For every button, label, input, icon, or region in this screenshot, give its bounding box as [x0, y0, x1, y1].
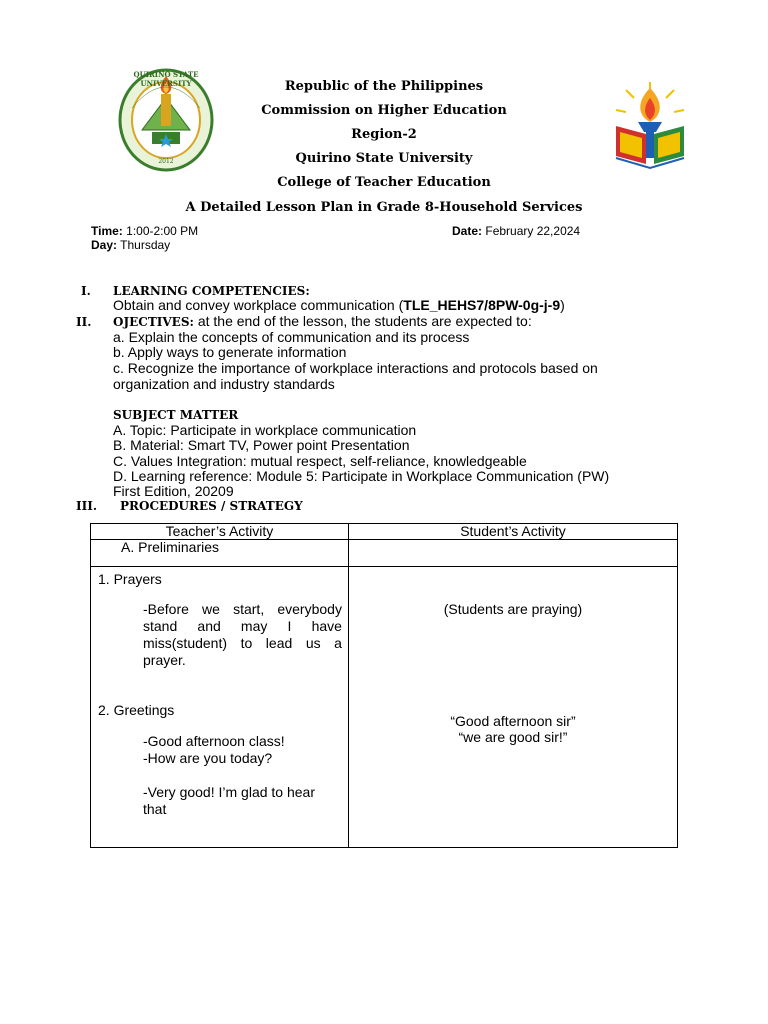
objective-a: a. Explain the concepts of communication and its process [113, 329, 470, 345]
subject-edition: First Edition, 20209 [113, 483, 234, 499]
subject-reference: D. Learning reference: Module 5: Participate in Workplace Communication (PW) [113, 468, 610, 484]
preliminaries-student-cell [348, 540, 677, 567]
section-2-heading [113, 313, 532, 329]
section-2-intro: at the end of the lesson, the students are expected to: [193, 313, 532, 329]
header-line-lesson-plan-title: A Detailed Lesson Plan in Grade 8-Household Services [185, 200, 583, 215]
competency-close: ) [560, 297, 565, 313]
objective-c: c. Recognize the importance of workplace interactions and protocols based on [113, 360, 598, 376]
header-line-commission: Commission on Higher Education [261, 103, 507, 118]
prayers-teacher-text: -Before we start, everybody stand and may I have miss(student) to lead us a prayer. [143, 601, 342, 668]
section-3-number: III. [76, 499, 98, 513]
date-row [452, 224, 580, 238]
procedures-table [90, 523, 678, 848]
header-line-university: Quirino State University [295, 151, 473, 166]
objective-c-cont: organization and industry standards [113, 376, 335, 392]
teacher-activity-header: Teacher’s Activity [91, 524, 349, 540]
section-2-number: II. [76, 315, 92, 329]
time-value: 1:00-2:00 PM [126, 224, 199, 238]
student-activity-header: Student’s Activity [348, 524, 677, 540]
date-value: February 22,2024 [485, 224, 581, 238]
greeting-teacher-1: -Good afternoon class! [143, 733, 285, 749]
section-2-title: OJECTIVES: [113, 315, 194, 329]
header-line-college: College of Teacher Education [277, 175, 491, 190]
prayers-heading: 1. Prayers [98, 571, 162, 587]
greetings-heading: 2. Greetings [98, 702, 175, 718]
subject-values: C. Values Integration: mutual respect, self-reliance, knowledgeable [113, 453, 527, 469]
table-row-activities [91, 567, 678, 848]
prayers-student-text: (Students are praying) [443, 601, 583, 617]
time-row [91, 224, 198, 238]
header-line-republic: Republic of the Philippines [284, 79, 484, 94]
section-1-text [113, 297, 565, 313]
subject-topic: A. Topic: Participate in workplace communication [113, 422, 417, 438]
day-label: Day: [91, 238, 118, 252]
competency-text: Obtain and convey workplace communication ( [113, 297, 404, 313]
time-label: Time: [91, 224, 123, 238]
seal-ring-text: QUIRINO STATE UNIVERSITY [133, 70, 199, 88]
greeting-teacher-2: -How are you today? [143, 750, 273, 766]
table-row-preliminaries [91, 540, 678, 567]
section-1-number: I. [81, 284, 91, 298]
subject-material: B. Material: Smart TV, Power point Presentation [113, 437, 410, 453]
competency-code: TLE_HEHS7/8PW-0g-j-9 [403, 297, 561, 313]
greeting-student-2: “we are good sir!” [458, 729, 568, 745]
greeting-student-1: “Good afternoon sir” [450, 713, 576, 729]
date-label: Date: [452, 224, 483, 238]
seal-year: 2012 [158, 158, 174, 165]
subject-matter-title: SUBJECT MATTER [113, 408, 239, 422]
section-1-title: LEARNING COMPETENCIES: [113, 284, 310, 298]
table-header-row [91, 524, 678, 540]
day-row [91, 238, 170, 252]
preliminaries-label: A. Preliminaries [121, 539, 220, 555]
day-value: Thursday [120, 238, 171, 252]
objective-b: b. Apply ways to generate information [113, 344, 347, 360]
header-line-region: Region-2 [351, 127, 417, 142]
greeting-teacher-3: -Very good! I’m glad to hear that [143, 784, 315, 817]
section-3-title: PROCEDURES / STRATEGY [120, 499, 303, 513]
